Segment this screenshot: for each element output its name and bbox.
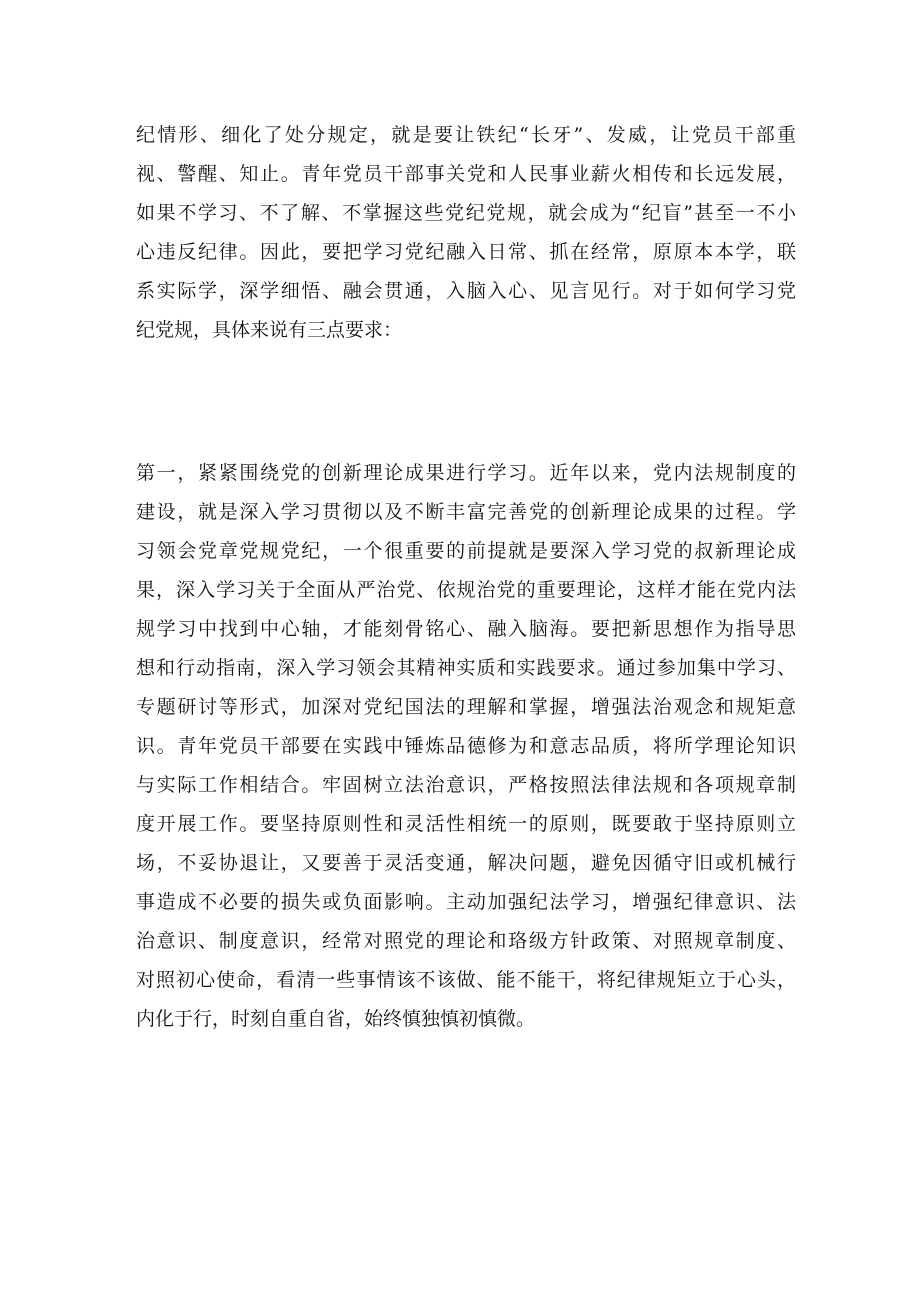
- paragraph-intro: [136, 116, 796, 350]
- text-line: 果，深入学习关于全面从严治党、依规治党的重要理论，这样才能在党内法: [136, 579, 796, 601]
- text-line: 如果不学习、不了解、不掌握这些党纪党规，就会成为“纪盲”甚至一不小: [136, 202, 796, 224]
- text-line: 习领会党章党规党纪，一个很重要的前提就是要深入学习党的叔新理论成: [136, 540, 796, 562]
- text-line: 纪党规，具体来说有三点要求：: [136, 319, 403, 341]
- text-line: 系实际学，深学细悟、融会贯通，入脑入心、见言见行。对于如何学习党: [136, 280, 796, 302]
- text-line: 事造成不必要的损失或负面影响。主动加强纪法学习，增强纪律意识、法: [136, 891, 796, 913]
- text-line: 规学习中找到中心轴，才能刻骨铭心、融入脑海。要把新思想作为指导思: [136, 618, 796, 640]
- text-line: 与实际工作相结合。牢固树立法治意识，严格按照法律法规和各项规章制: [136, 774, 796, 796]
- text-line: 治意识、制度意识，经常对照党的理论和珞级方针政策、对照规章制度、: [136, 930, 796, 952]
- text-line: 第一，紧紧围绕党的创新理论成果进行学习。近年以来，党内法规制度的: [136, 462, 796, 484]
- text-line: 视、警醒、知止。青年党员干部事关党和人民事业薪火相传和长远发展，: [136, 163, 796, 185]
- text-line: 识。青年党员干部要在实践中锤炼品德修为和意志品质，将所学理论知识: [136, 735, 796, 757]
- text-line: 度开展工作。要坚持原则性和灵活性相统一的原则，既要敢于坚持原则立: [136, 813, 796, 835]
- text-line: 心违反纪律。因此，要把学习党纪融入日常、抓在经常，原原本本学，联: [136, 241, 796, 263]
- text-line: 专题研讨等形式，加深对党纪国法的理解和掌握，增强法治观念和规矩意: [136, 696, 796, 718]
- text-line: 场，不妥协退让，又要善于灵活变通，解决问题，避免因循守旧或机械行: [136, 852, 796, 874]
- text-line: 内化于行，时刻自重自省，始终慎独慎初慎微。: [136, 1008, 536, 1030]
- paragraph-point-one: [136, 454, 796, 1039]
- text-line: 想和行动指南，深入学习领会其精神实质和实践要求。通过参加集中学习、: [136, 657, 796, 679]
- text-line: 对照初心使命，看清一些事情该不该做、能不能干，将纪律规矩立于心头，: [136, 969, 796, 991]
- text-line: 纪情形、细化了处分规定，就是要让铁纪“长牙”、发威，让党员干部重: [136, 124, 796, 146]
- text-line: 建设，就是深入学习贯彻以及不断丰富完善党的创新理论成果的过程。学: [136, 501, 796, 523]
